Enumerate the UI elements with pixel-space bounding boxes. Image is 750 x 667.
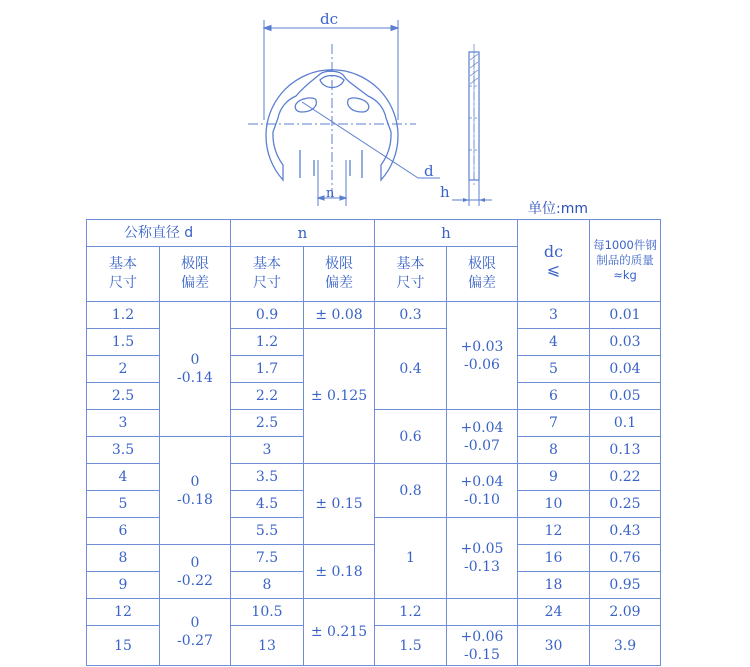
cell-d-tol: 0 -0.18 [160, 437, 231, 545]
cell-dc: 24 [518, 599, 590, 626]
cell-h: 1.5 [375, 626, 447, 666]
cell-d-tol: 0 -0.14 [160, 302, 231, 437]
cell-d: 5 [87, 491, 160, 518]
cell-d: 1.2 [87, 302, 160, 329]
header-d: 公称直径 d [87, 220, 231, 247]
header-mass [590, 220, 661, 302]
cell-dc: 30 [518, 626, 590, 666]
header-dc [518, 220, 590, 302]
ring-gap-left [300, 150, 314, 178]
cell-dc: 5 [518, 356, 590, 383]
header-mass-line2: 制品的质量 [596, 253, 654, 267]
cell-dc: 6 [518, 383, 590, 410]
cell-dc: 10 [518, 491, 590, 518]
subheader-n-tol: 极限 偏差 [304, 247, 375, 302]
cell-n: 10.5 [231, 599, 304, 626]
cell-d-tol: 0 -0.22 [160, 545, 231, 599]
cell-h: 1.2 [375, 599, 447, 626]
cell-n: 4.5 [231, 491, 304, 518]
cell-n: 0.9 [231, 302, 304, 329]
d-leader-line [302, 102, 418, 178]
cell-mass: 0.13 [590, 437, 661, 464]
label-d: d [424, 162, 434, 180]
header-n: n [231, 220, 375, 247]
subheader-h-basic: 基本 尺寸 [375, 247, 447, 302]
cell-d: 6 [87, 518, 160, 545]
cell-h: 0.4 [375, 329, 447, 410]
cell-n: 7.5 [231, 545, 304, 572]
cell-mass: 0.04 [590, 356, 661, 383]
dimension-table [86, 219, 661, 666]
subheader-n-basic: 基本 尺寸 [231, 247, 304, 302]
header-mass-line3: ≈kg [613, 268, 637, 282]
cell-d: 2 [87, 356, 160, 383]
cell-mass: 3.9 [590, 626, 661, 666]
cell-n: 5.5 [231, 518, 304, 545]
cell-mass: 0.05 [590, 383, 661, 410]
cell-dc: 9 [518, 464, 590, 491]
cell-d: 4 [87, 464, 160, 491]
cell-d: 9 [87, 572, 160, 599]
cell-d: 3 [87, 410, 160, 437]
subheader-d-basic: 基本 尺寸 [87, 247, 160, 302]
cell-h: 0.3 [375, 302, 447, 329]
label-dc: dc [320, 10, 339, 28]
e-ring-drawing [0, 0, 750, 215]
cell-dc: 12 [518, 518, 590, 545]
cell-n-tol: ± 0.18 [304, 545, 375, 599]
label-h: h [440, 183, 450, 201]
cell-h: 0.6 [375, 410, 447, 464]
cell-mass: 2.09 [590, 599, 661, 626]
cell-n: 2.5 [231, 410, 304, 437]
subheader-d-tol: 极限 偏差 [160, 247, 231, 302]
cell-n: 3.5 [231, 464, 304, 491]
cell-n: 8 [231, 572, 304, 599]
cell-dc: 7 [518, 410, 590, 437]
cell-n: 3 [231, 437, 304, 464]
cell-mass: 0.01 [590, 302, 661, 329]
cell-dc: 8 [518, 437, 590, 464]
subheader-h-tol: 极限 偏差 [447, 247, 518, 302]
cell-dc: 18 [518, 572, 590, 599]
cell-n-tol: ± 0.15 [304, 464, 375, 545]
header-h: h [375, 220, 518, 247]
cell-h-tol: +0.04 -0.10 [447, 464, 518, 518]
cell-n: 1.2 [231, 329, 304, 356]
ring-gap-right [350, 150, 362, 178]
ring-inner-right-lug [348, 98, 369, 112]
cell-dc: 16 [518, 545, 590, 572]
cell-d-tol: 0 -0.27 [160, 599, 231, 666]
cell-mass: 0.25 [590, 491, 661, 518]
cell-n-tol: ± 0.125 [304, 329, 375, 464]
cell-h-tol-empty [447, 599, 518, 626]
cell-h: 0.8 [375, 464, 447, 518]
cell-h-tol: +0.05 -0.13 [447, 518, 518, 599]
cell-h-tol: +0.04 -0.07 [447, 410, 518, 464]
cell-h: 1 [375, 518, 447, 599]
cell-mass: 0.43 [590, 518, 661, 545]
header-dc-symbol: ⩽ [546, 259, 561, 279]
cell-n-tol: ± 0.08 [304, 302, 375, 329]
cell-n-tol: ± 0.215 [304, 599, 375, 666]
cell-mass: 0.22 [590, 464, 661, 491]
header-dc-label: dc [543, 241, 564, 261]
cell-d: 3.5 [87, 437, 160, 464]
cell-d: 15 [87, 626, 160, 666]
cell-mass: 0.03 [590, 329, 661, 356]
unit-label: 单位:mm [528, 201, 588, 217]
header-mass-line1: 每1000件钢 [593, 238, 657, 252]
cell-n: 1.7 [231, 356, 304, 383]
cell-h-tol: +0.06 -0.15 [447, 626, 518, 666]
cell-mass: 0.95 [590, 572, 661, 599]
cell-dc: 4 [518, 329, 590, 356]
cell-n: 13 [231, 626, 304, 666]
cell-d: 1.5 [87, 329, 160, 356]
cell-d: 12 [87, 599, 160, 626]
cell-mass: 0.76 [590, 545, 661, 572]
cell-mass: 0.1 [590, 410, 661, 437]
cell-d: 8 [87, 545, 160, 572]
cell-h-tol: +0.03 -0.06 [447, 302, 518, 410]
cell-dc: 3 [518, 302, 590, 329]
label-n: n [326, 186, 335, 201]
cell-n: 2.2 [231, 383, 304, 410]
cell-d: 2.5 [87, 383, 160, 410]
